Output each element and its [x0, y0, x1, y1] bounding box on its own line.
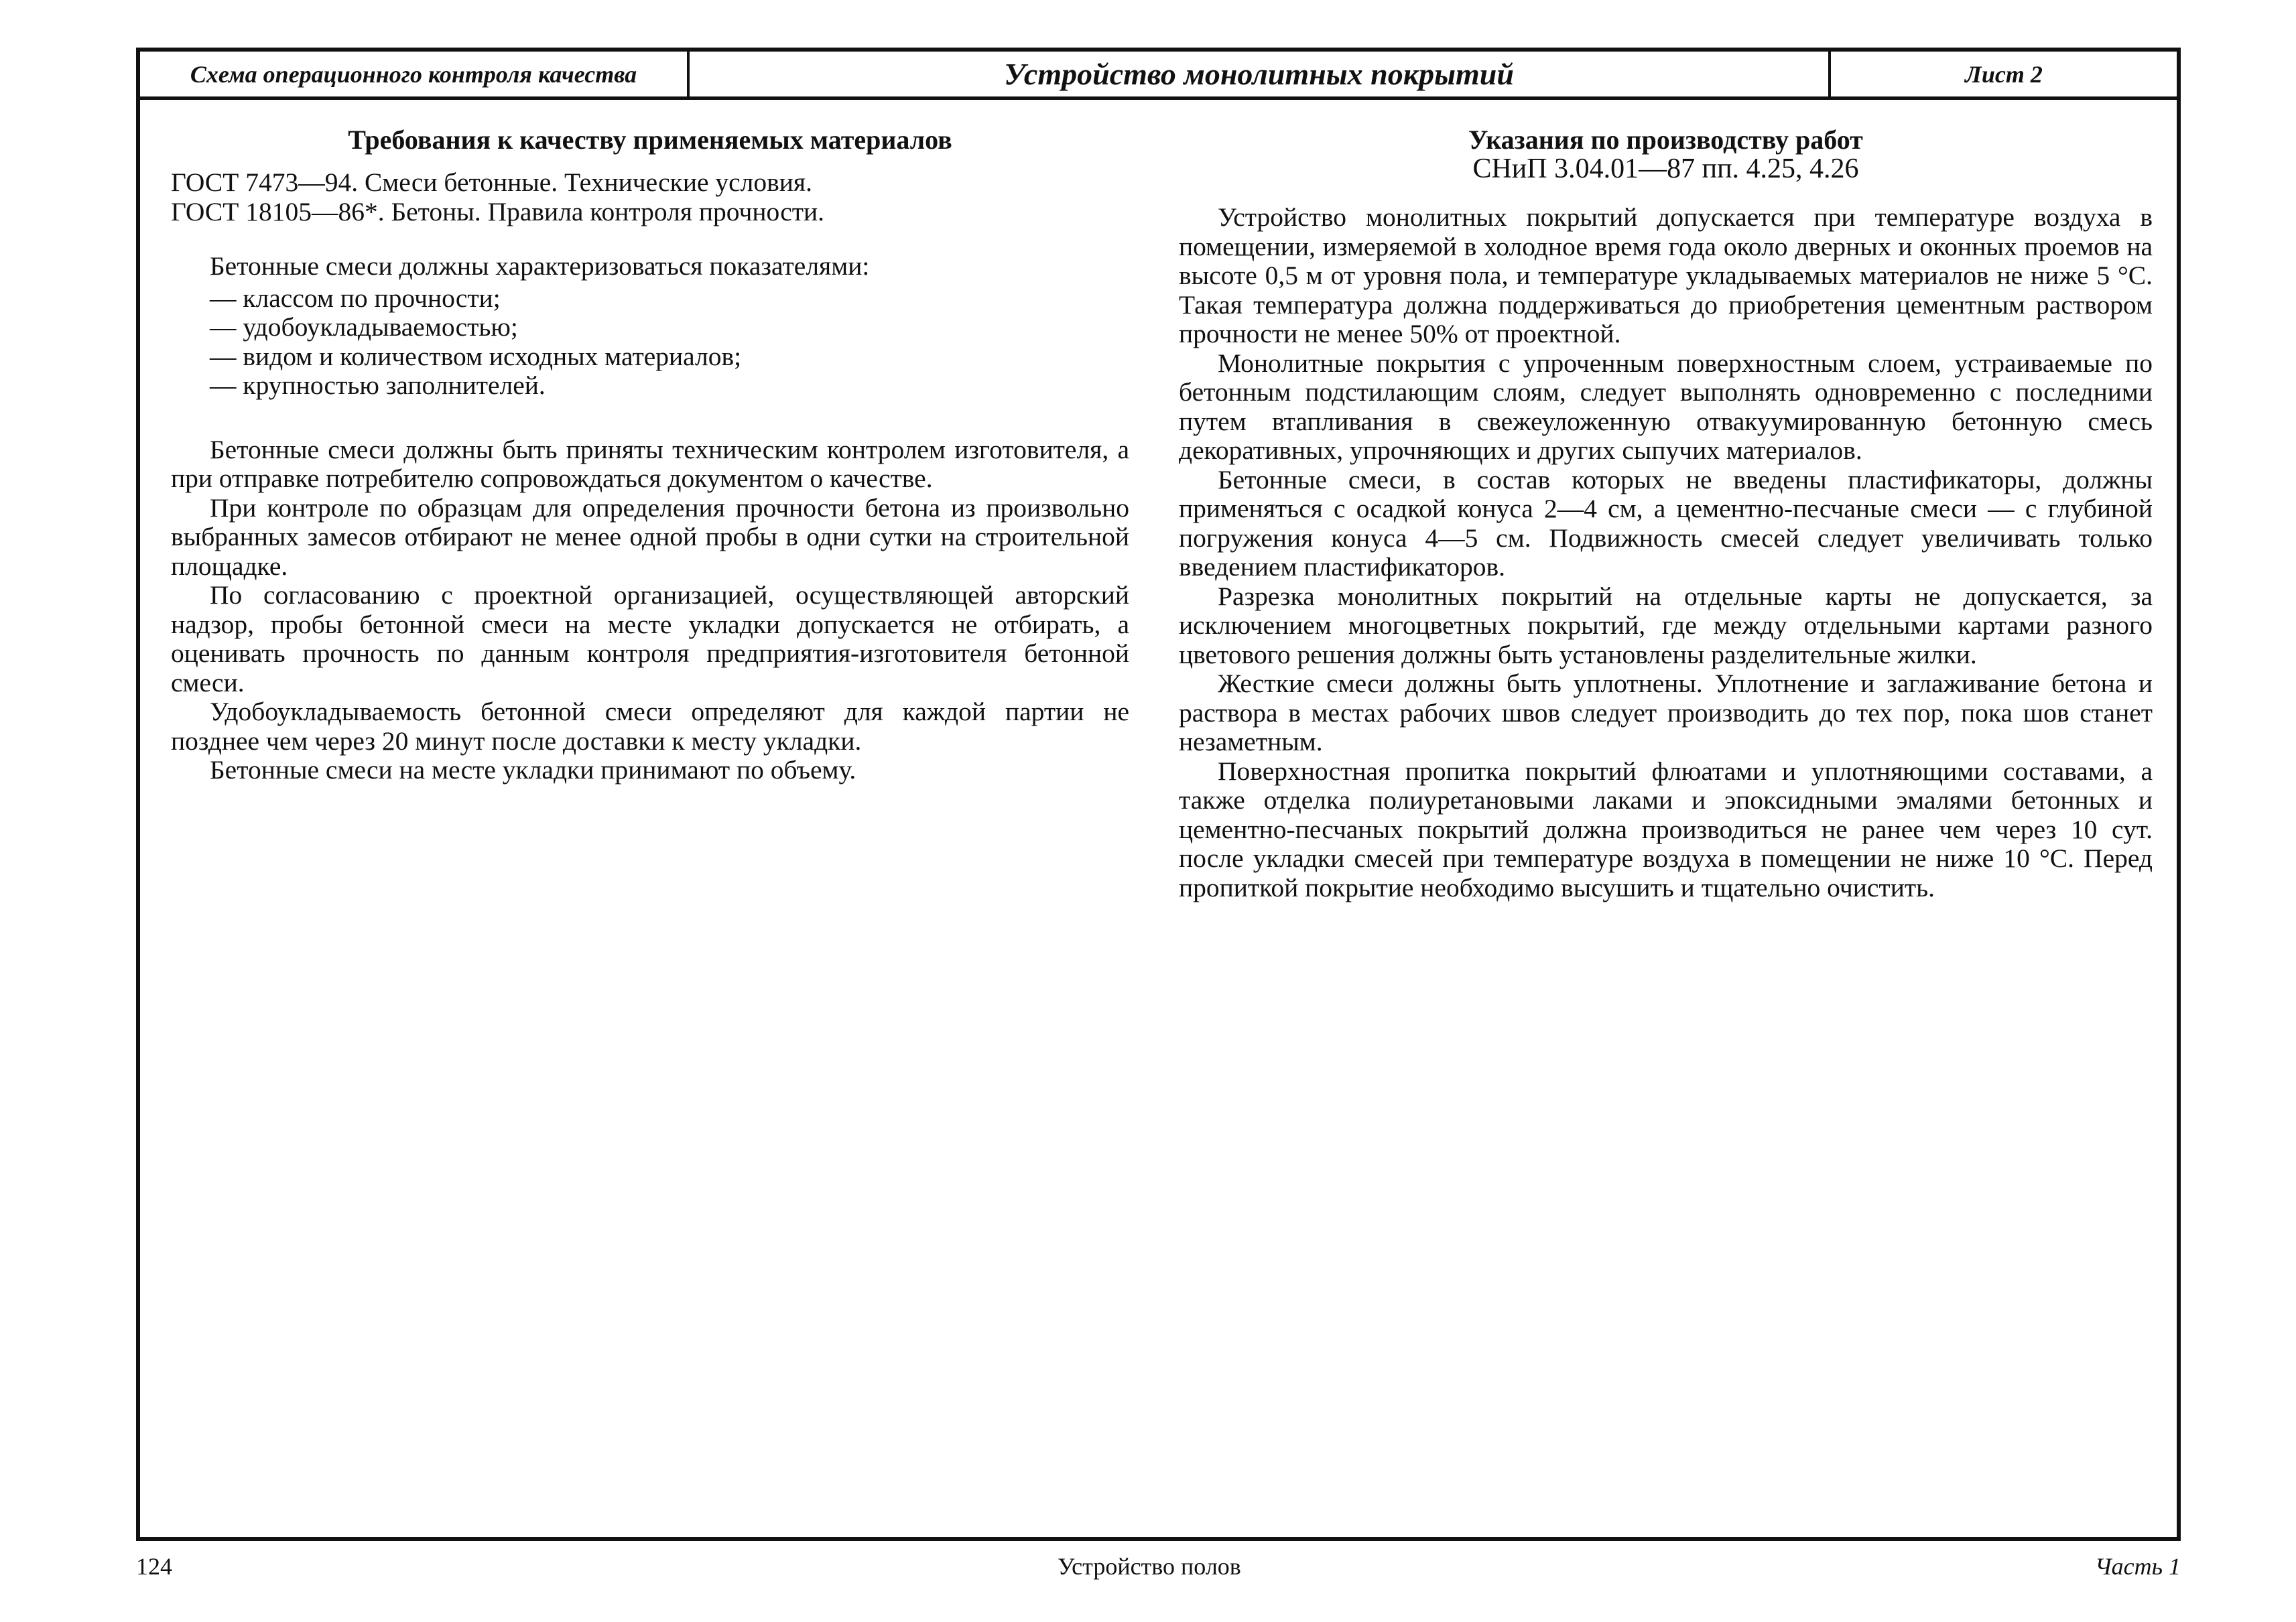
standard-line: ГОСТ 7473—94. Смеси бетонные. Технические условия.: [171, 167, 812, 197]
body-paragraph: При контроле по образцам для определения прочности бетона из произвольно выбранных замесов отбирают не менее одной пробы в одни сутки на строительной площадке.: [171, 492, 1129, 581]
footer-part-label: Часть 1: [2094, 1553, 2181, 1580]
header-table: [140, 52, 2177, 100]
body-paragraph: Жесткие смеси должны быть уплотнены. Уплотнение и заглаживание бетона и раствора в местах рабочих швов следует производить до тех пор, пока шов станет незаметным.: [1179, 669, 2153, 756]
indicators-intro: Бетонные смеси должны характеризоваться показателями:: [210, 251, 870, 281]
materials-requirements-heading: Требования к качеству применяемых материалов: [348, 125, 952, 155]
list-item: — классом по прочности;: [210, 283, 501, 313]
body-paragraph: Поверхностная пропитка покрытий флюатами и уплотняющими составами, а также отделка полиуретановыми лаками и эпоксидными эмалями бетонных и цементно-песчаных покрытий должна производиться не ранее чем через 10 сут. после укладки смесей при температуре воздуха в помещении не ниже 10 °С. Перед пропиткой покрытие необходимо высушить и тщательно очистить.: [1179, 756, 2153, 902]
header-sheet-number: Лист 2: [1965, 60, 2043, 88]
indicators-list: [171, 284, 1129, 401]
snip-reference: СНиП 3.04.01—87 пп. 4.25, 4.26: [1472, 153, 1859, 184]
body-paragraph: По согласованию с проектной организацией, осуществляющей авторский надзор, пробы бетонной смеси на месте укладки допускается не отбирать, а оценивать прочность по данным контроля предприятия-изготовителя бетонной смеси.: [171, 580, 1129, 697]
work-instructions-heading: Указания по производству работ: [1468, 125, 1863, 155]
document-frame: [136, 48, 2181, 1541]
page-number: 124: [136, 1553, 172, 1580]
body-paragraph: Разрезка монолитных покрытий на отдельные карты не допускается, за исключением многоцветных покрытий, где между отдельными картами разного цветового решения должны быть установлены разделительные жилки.: [1179, 581, 2153, 669]
spacer: [171, 401, 1129, 435]
standard-line: ГОСТ 18105—86*. Бетоны. Правила контроля прочности.: [171, 196, 825, 226]
body-paragraph: Бетонные смеси, в состав которых не введены пластификаторы, должны применяться с осадкой конуса 2—4 см, а цементно-песчаные смеси — с глубиной погружения конуса 4—5 см. Подвижность смесей следует увеличивать только введением пластификаторов.: [1179, 464, 2153, 582]
body-paragraph: Устройство монолитных покрытий допускается при температуре воздуха в помещении, измеряемой в холодное время года около дверных и оконных проемов на высоте 0,5 м от уровня пола, и температуре укладываемых материалов не ниже 5 °С. Такая температура должна поддерживаться до приобретения цементным раствором прочности не менее 50% от проектной.: [1179, 202, 2153, 348]
footer-section-title: Устройство полов: [1058, 1553, 1241, 1580]
list-item: — крупностью заполнителей.: [210, 370, 546, 400]
list-item: — видом и количеством исходных материалов;: [210, 341, 742, 371]
right-column: [1179, 125, 2153, 902]
body-paragraph: Удобоукладываемость бетонной смеси определяют для каждой партии не позднее чем через 20 минут после доставки к месту укладки.: [171, 697, 1129, 756]
header-document-title: Устройство монолитных покрытий: [690, 52, 1831, 96]
body-paragraph: Бетонные смеси на месте укладки принимают по объему.: [210, 755, 856, 785]
body-paragraph: Бетонные смеси должны быть приняты техническим контролем изготовителя, а при отправке потребителю сопровождаться документом о качестве.: [171, 434, 1129, 493]
body-paragraph: Монолитные покрытия с упроченным поверхностным слоем, устраиваемые по бетонным подстилающим слоям, следует выполнять одновременно с последними путем втапливания в свежеуложенную отвакуумированную бетонную смесь декоративных, упрочняющих и других сыпучих материалов.: [1179, 348, 2153, 465]
header-scheme-title: Схема операционного контроля качества: [140, 52, 690, 96]
left-column: [171, 125, 1129, 785]
list-item: — удобоукладываемостью;: [210, 312, 518, 342]
